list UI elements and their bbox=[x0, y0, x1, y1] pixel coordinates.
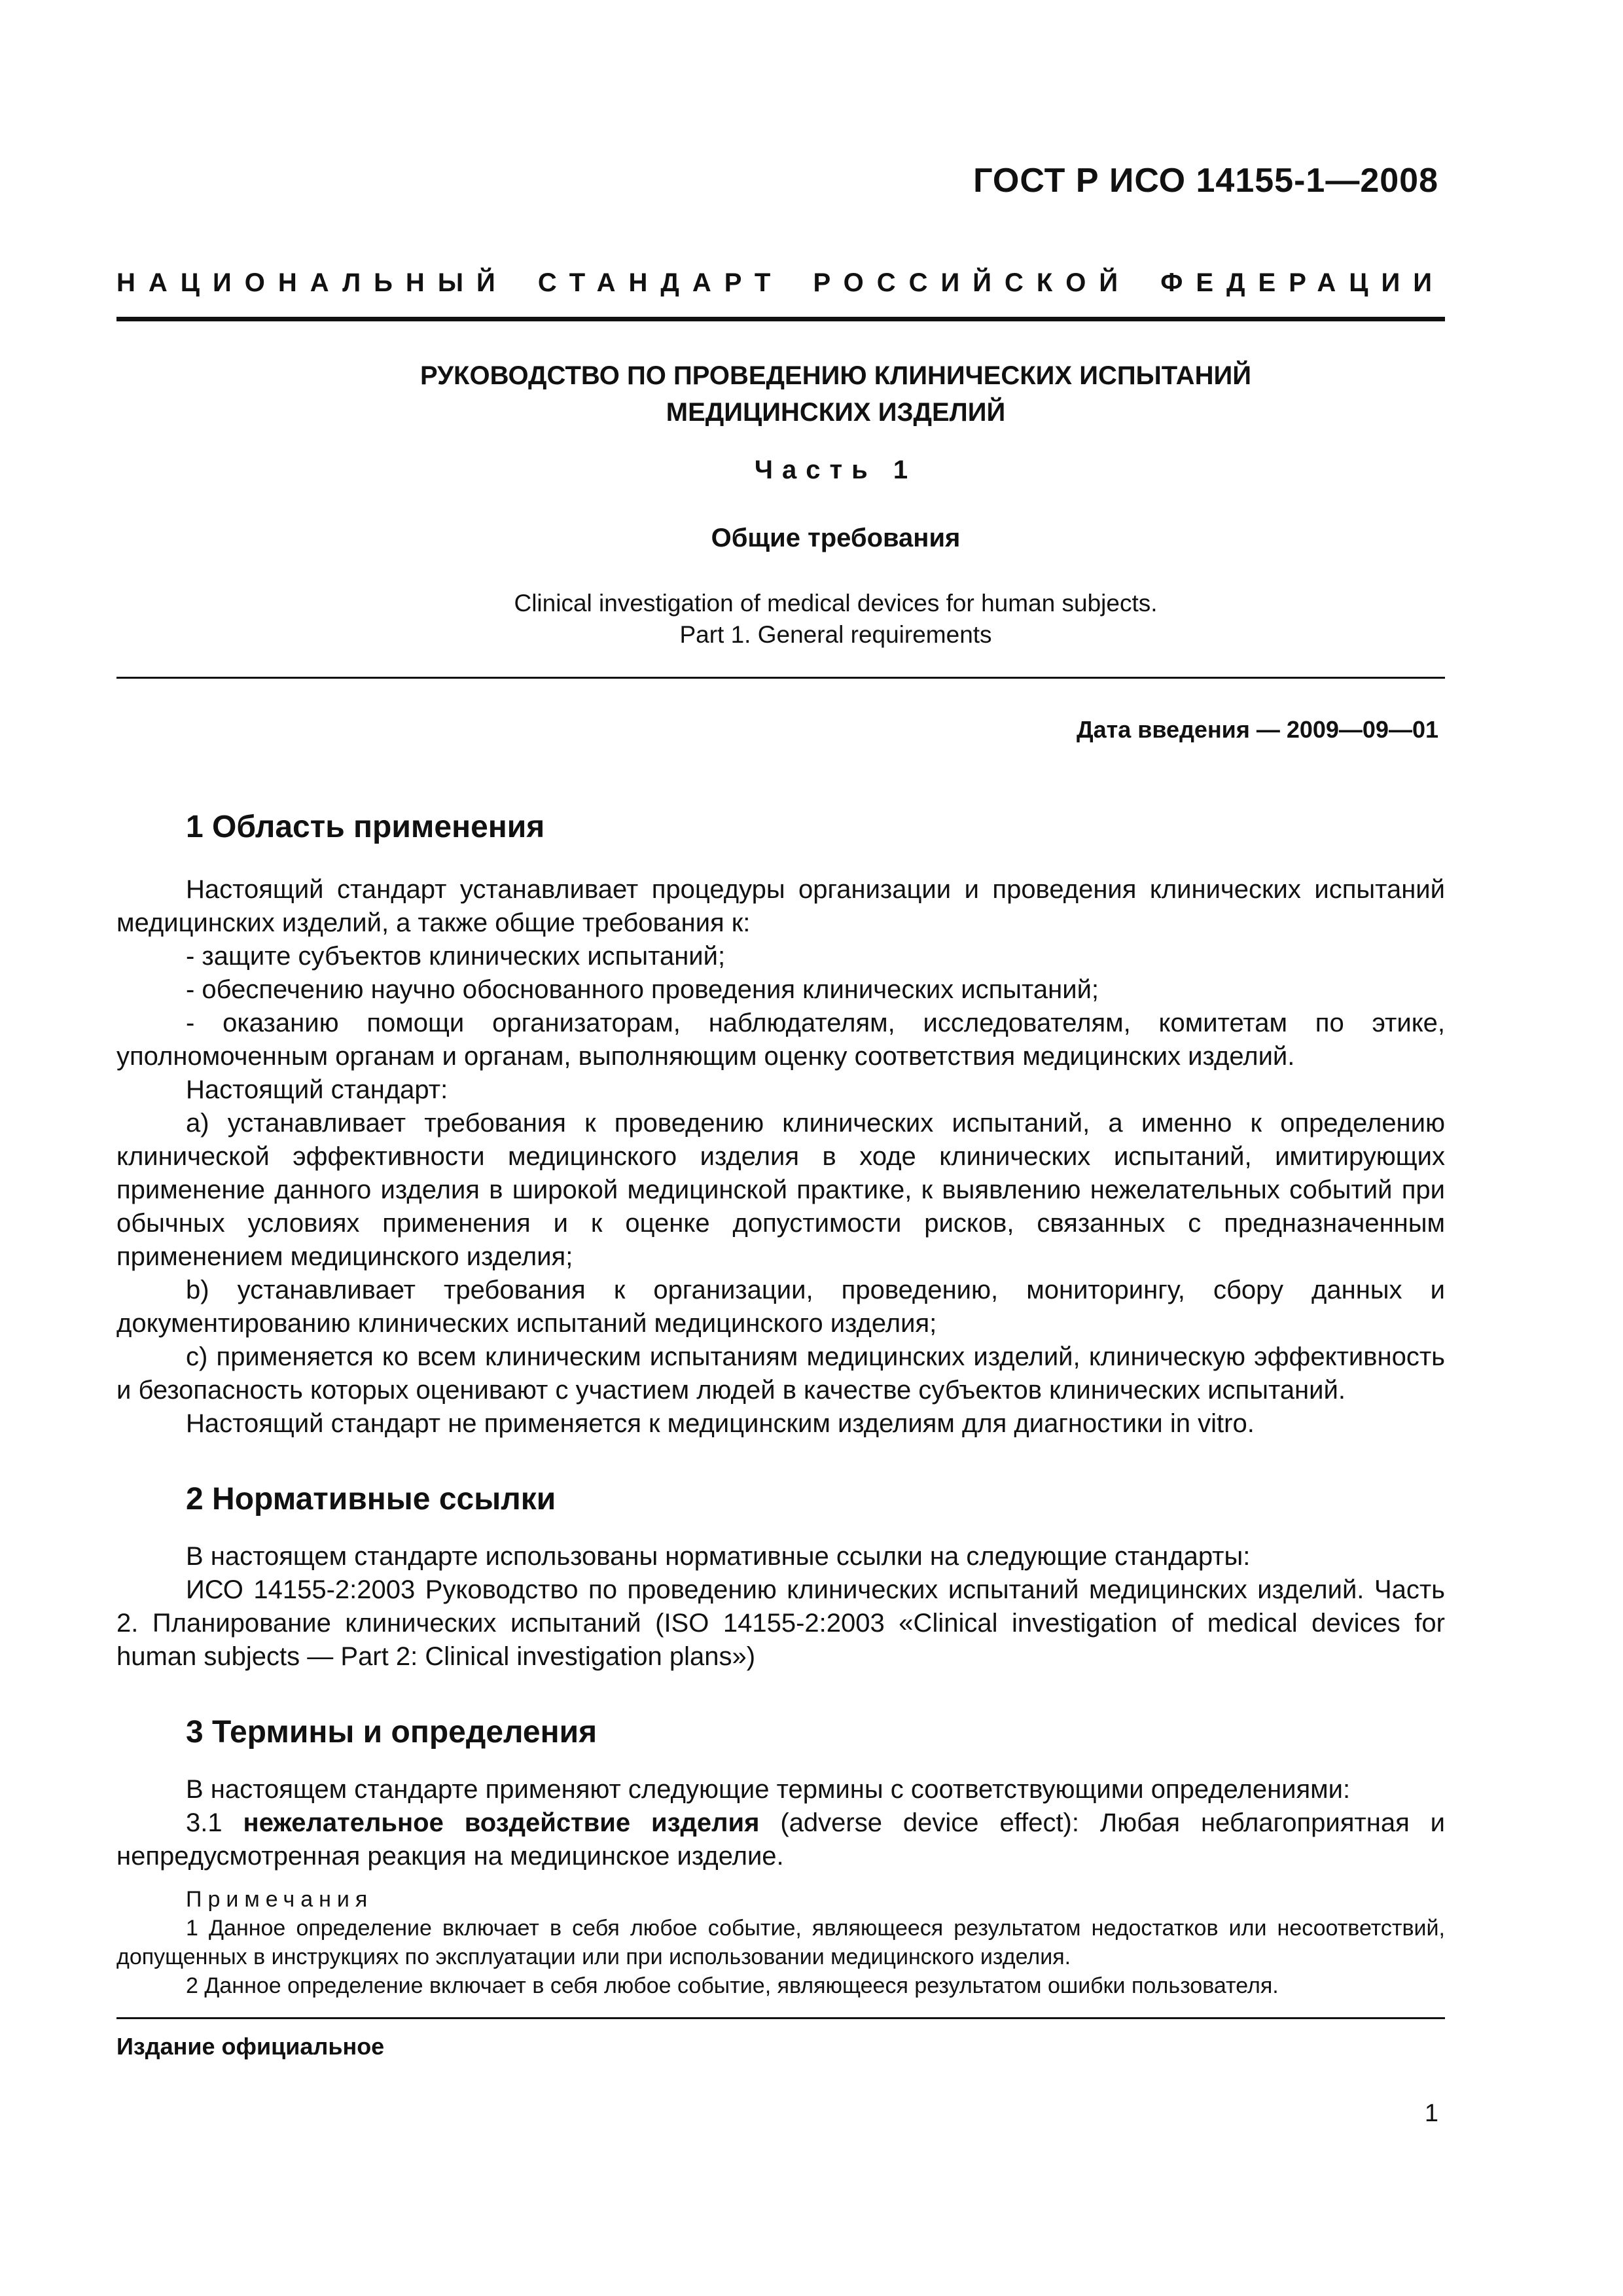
section-heading: 2 Нормативные ссылки bbox=[186, 1482, 556, 1516]
banner-word: СТАНДАРТ bbox=[537, 268, 784, 297]
list-item: c) применяется ко всем клиническим испытаниям медицинских изделий, клиническую эффективность и безопасность которых оценивают с участием людей в качестве субъектов клинических испытаний. bbox=[116, 1342, 1445, 1405]
main-content bbox=[116, 806, 1445, 2000]
document-code: ГОСТ Р ИСО 14155-1—2008 bbox=[973, 162, 1438, 200]
term-definition bbox=[116, 1806, 1445, 1873]
list-item: b) устанавливает требования к организации, проведению, мониторингу, сбору данных и документированию клинических испытаний медицинского изделия; bbox=[116, 1276, 1445, 1338]
english-title bbox=[116, 588, 1555, 651]
spacer bbox=[116, 1441, 1445, 1479]
english-title-line: Part 1. General requirements bbox=[679, 621, 992, 648]
edition-label: Издание официальное bbox=[116, 2033, 385, 2060]
list-item: - обеспечению научно обоснованного проведения клинических испытаний; bbox=[186, 975, 1099, 1004]
paragraph: В настоящем стандарте применяют следующие термины с соответствующими определениями: bbox=[186, 1775, 1351, 1804]
footer-divider bbox=[116, 2017, 1445, 2019]
paragraph: В настоящем стандарте использованы нормативные ссылки на следующие стандарты: bbox=[186, 1542, 1251, 1571]
english-title-line: Clinical investigation of medical devices for human subjects. bbox=[514, 590, 1158, 617]
document-title bbox=[116, 357, 1555, 431]
title-line: МЕДИЦИНСКИХ ИЗДЕЛИЙ bbox=[666, 398, 1006, 427]
section-heading: 1 Область применения bbox=[186, 810, 545, 844]
paragraph: Настоящий стандарт: bbox=[186, 1075, 448, 1104]
note: 1 Данное определение включает в себя любое событие, являющееся результатом недостатков или несоответствий, допущенных в инструкциях по эксплуатации или при использовании медицинского изделия. bbox=[116, 1916, 1445, 1969]
list-item: - защите субъектов клинических испытаний; bbox=[186, 942, 726, 971]
list-item: - оказанию помощи организаторам, наблюдателям, исследователям, комитетам по этике, уполномоченным органам и органам, выполняющим оценку соответствия медицинских изделий. bbox=[116, 1009, 1445, 1071]
header-divider bbox=[116, 317, 1445, 321]
banner-word: РОССИЙСКОЙ bbox=[813, 268, 1132, 297]
notes-heading: Примечания bbox=[186, 1887, 374, 1912]
part-label: Часть 1 bbox=[754, 456, 918, 484]
section-heading: 3 Термины и определения bbox=[186, 1715, 597, 1749]
banner-word: НАЦИОНАЛЬНЫЙ bbox=[116, 268, 508, 297]
term-text: (adverse device effect): Любая неблагоприятная и непредусмотренная реакция на медицинское изделие. bbox=[116, 1808, 1445, 1871]
title-line: РУКОВОДСТВО ПО ПРОВЕДЕНИЮ КЛИНИЧЕСКИХ ИСПЫТАНИЙ bbox=[420, 361, 1251, 390]
spacer bbox=[116, 1674, 1445, 1712]
paragraph: Настоящий стандарт не применяется к медицинским изделиям для диагностики in vitro. bbox=[186, 1409, 1255, 1438]
spacer bbox=[116, 1520, 1445, 1540]
paragraph: Настоящий стандарт устанавливает процедуры организации и проведения клинических испытаний медицинских изделий, а также общие требования к: bbox=[116, 875, 1445, 937]
note: 2 Данное определение включает в себя любое событие, являющееся результатом ошибки пользователя. bbox=[186, 1973, 1279, 1998]
term-number: 3.1 bbox=[186, 1808, 223, 1837]
subtitle: Общие требования bbox=[711, 524, 961, 552]
paragraph: ИСО 14155-2:2003 Руководство по проведению клинических испытаний медицинских изделий. Часть 2. Планирование клинических испытаний (ISO 14155-2:2003 «Clinical investigation of medical devices for human subjects — Part 2: Clinical investigation plans») bbox=[116, 1575, 1445, 1671]
page-number: 1 bbox=[1424, 2100, 1438, 2127]
introduction-date: Дата введения — 2009—09—01 bbox=[1076, 716, 1438, 743]
national-standard-banner bbox=[116, 268, 1445, 298]
spacer bbox=[116, 1753, 1445, 1773]
term: нежелательное воздействие изделия bbox=[243, 1808, 760, 1837]
title-divider bbox=[116, 677, 1445, 679]
banner-word: ФЕДЕРАЦИИ bbox=[1160, 268, 1445, 297]
list-item: a) устанавливает требования к проведению клинических испытаний, а именно к определению клинической эффективности медицинского изделия в ходе клинических испытаний, имитирующих применение данного изделия в широкой медицинской практике, к выявлению нежелательных событий при обычных условиях применения и к оценке допустимости рисков, связанных с предназначенным применением медицинского изделия; bbox=[116, 1109, 1445, 1271]
